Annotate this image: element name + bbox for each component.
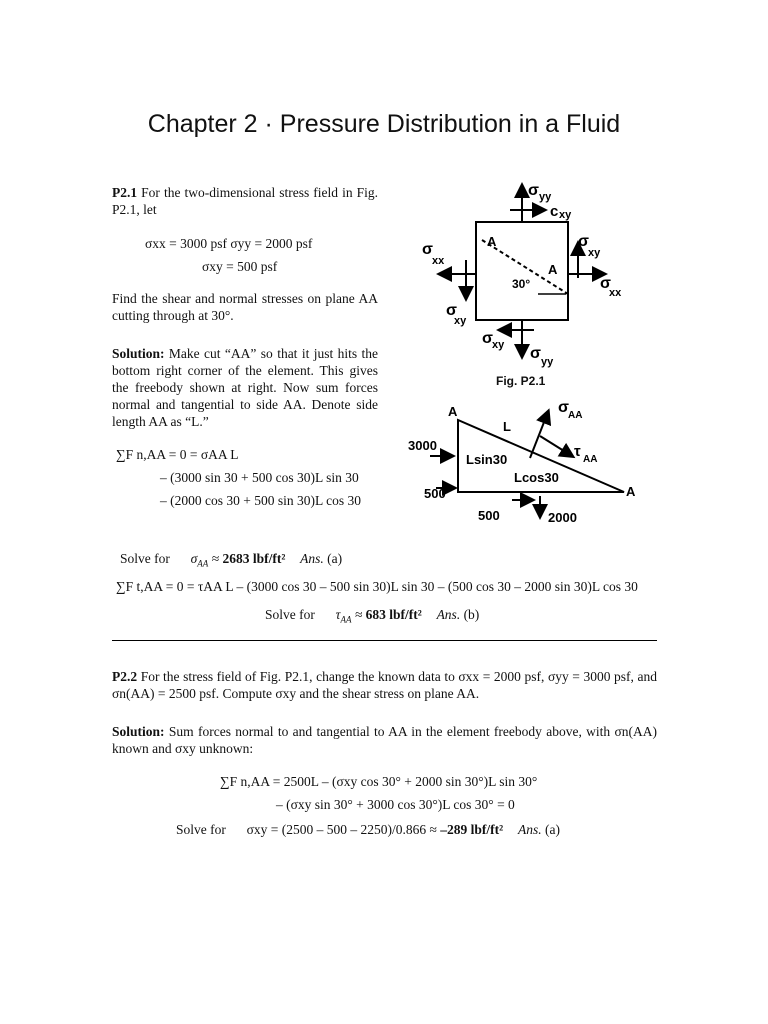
sigma-yy-bottom-label: σ [530,345,541,362]
solve-line-a: Solve for $\sigma_{AA} \approx 2683$ lbf/ft² Ans. (a) [120,551,343,569]
problem-p22-solution [112,723,657,757]
solution-label: Solution: [112,724,165,739]
solve-line-b: Solve for $\tau_{AA} \approx 683$ lbf/ft² Ans. (b) [265,607,480,625]
result-tau-aa: 683 lbf/ft² [365,607,422,622]
sigma-yy-sub: yy [539,191,552,203]
tau-xy-sub: xy [559,209,572,221]
fb-500-bottom-label: 500 [478,508,500,523]
result-sigma-aa: 2683 lbf/ft² [222,551,286,566]
fb-tau-aa-label: τ [574,443,581,460]
problem-text: For the stress field of Fig. P2.1, change the known data to σxx = 2000 psf, σyy = 3000 psf, and σn(AA) = 2500 psf. Compute σxy and the shear stress on plane AA. [112,669,657,701]
sigma-xx-right-label: σ [600,275,611,292]
fb-lcos-label: Lcos30 [514,470,559,485]
stress-element-figure [410,178,660,373]
equation-normal-sum-2: – (3000 sin 30 + 500 cos 30)L sin 30 [160,470,359,485]
point-a-lower: A [548,262,558,277]
equation-normal-sum-1: ∑F n,AA = 0 = σAA L [116,447,239,462]
solve-prefix: Solve for [120,551,170,566]
freebody-diagram [400,398,650,526]
sigma-xy-right-label: σ [578,233,589,250]
answer-tag: (a) [327,551,343,566]
fb-point-a-right: A [626,484,636,499]
given-stresses-1: σxx = 3000 psf σyy = 2000 psf [145,236,313,251]
equation-tangential-sum: ∑F t,AA = 0 = τAA L – (3000 cos 30 – 500 sin 30)L sin 30 – (500 cos 30 – 2000 sin 30)L cos 30 [116,579,638,594]
problem-p21-solution [112,345,378,430]
answer-label: Ans. [436,607,461,622]
angle-label: 30° [512,277,531,291]
solution-label: Solution: [112,346,165,361]
sigma-yy-label: σ [528,182,539,199]
fb-tau-aa-sub: AA [583,454,598,465]
equation-p22-2: – (σxy sin 30° + 3000 cos 30°)L cos 30° = 0 [276,797,515,812]
answer-label: Ans. [300,551,324,566]
sigma-xx-left-sub: xx [432,255,445,267]
section-divider [112,640,657,641]
fb-sigma-aa-label: σ [558,399,569,416]
fb-2000-label: 2000 [548,510,577,525]
answer-label: Ans. [517,822,542,837]
sigma-xy-left-label: σ [446,302,457,319]
point-a-upper: A [487,234,497,249]
problem-label: P2.2 [112,669,138,684]
fb-500-left-label: 500 [424,486,446,501]
tau-xy-label: ϲ [550,203,559,220]
problem-p21-find: Find the shear and normal stresses on plane AA cutting through at 30°. [112,291,378,323]
problem-label: P2.1 [112,185,138,200]
sigma-yy-bottom-sub: yy [541,356,554,368]
sigma-xy-bottom-sub: xy [492,339,505,351]
solution-text: Sum forces normal to and tangential to AA in the element freebody above, with σn(AA) known and σxy unknown: [112,724,658,756]
fb-point-a-upper: A [448,404,458,419]
sigma-xx-right-sub: xx [609,287,622,299]
sigma-xx-left-label: σ [422,241,433,258]
fb-3000-label: 3000 [408,438,437,453]
solve-equation: σxy = (2500 – 500 – 2250)/0.866 ≈ [246,822,437,837]
figure-caption: Fig. P2.1 [496,374,546,388]
problem-intro-text: For the two-dimensional stress field in Fig. P2.1, let [112,185,379,217]
sigma-xy-right-sub: xy [588,247,601,259]
equation-normal-sum-3: – (2000 cos 30 + 500 sin 30)L cos 30 [160,493,361,508]
answer-tag: (a) [544,822,560,837]
fb-lsin-label: Lsin30 [466,452,508,467]
result-sigma-xy: –289 lbf/ft² [440,822,504,837]
problem-p21-intro [112,184,378,218]
problem-p22-statement [112,668,657,702]
given-stresses-2: σxy = 500 psf [202,259,278,274]
fb-length-label: L [503,419,511,434]
equation-p22-1: ∑F n,AA = 2500L – (σxy cos 30° + 2000 sin 30°)L sin 30° [220,774,538,789]
solve-prefix: Solve for [176,822,226,837]
sigma-xy-bottom-label: σ [482,330,493,347]
solve-prefix: Solve for [265,607,315,622]
solve-line-p22 [176,822,560,838]
solution-text: Make cut “AA” so that it just hits the bottom right corner of the element. This gives the freebody shown at right. Now sum forces normal and tangential to side AA. Denote side length AA as “L.” [112,346,378,429]
answer-tag: (b) [463,607,480,622]
page-title: Chapter 2 · Pressure Distribution in a Fluid [147,110,621,138]
fb-sigma-aa-sub: AA [568,410,583,421]
sigma-xy-left-sub: xy [454,315,467,327]
